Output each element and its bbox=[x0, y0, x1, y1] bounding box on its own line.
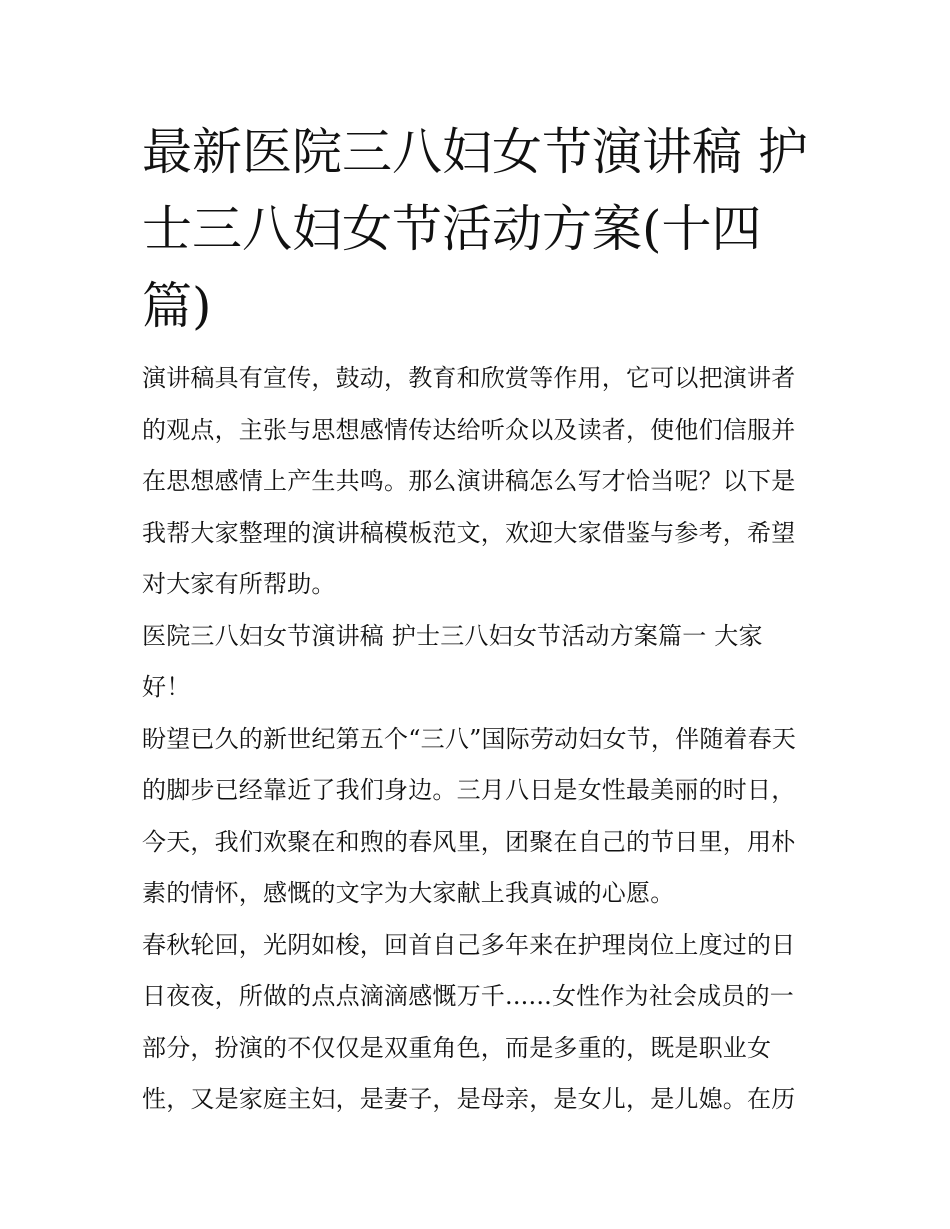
paragraph-intro: 演讲稿具有宣传，鼓动，教育和欣赏等作用，它可以把演讲者的观点，主张与思想感情传达给听众以及读者，使他们信服并在思想感情上产生共鸣。那么演讲稿怎么写才恰当呢？以下是我帮大家整理的演讲稿模板范文，欢迎大家借鉴与参考，希望对大家有所帮助。 bbox=[142, 364, 796, 598]
document-title: 最新医院三八妇女节演讲稿 护士三八妇女节活动方案(十四篇) bbox=[142, 123, 808, 335]
paragraph-section-heading: 医院三八妇女节演讲稿 护士三八妇女节活动方案篇一 大家好！ bbox=[142, 621, 763, 701]
paragraph-reflection: 春秋轮回，光阴如梭，回首自己多年来在护理岗位上度过的日日夜夜，所做的点点滴滴感慨万千......女性作为社会成员的一部分，扮演的不仅仅是双重角色，而是多重的，既是职业女性，又是家庭主妇，是妻子，是母亲，是女儿，是儿媳。在历 bbox=[142, 930, 796, 1113]
paragraph-holiday: 盼望已久的新世纪第五个“三八”国际劳动妇女节，伴随着春天的脚步已经靠近了我们身边。三月八日是女性最美丽的时日，今天，我们欢聚在和煦的春风里，团聚在自己的节日里，用朴素的情怀，感慨的文字为大家献上我真诚的心愿。 bbox=[142, 724, 797, 907]
document-body bbox=[142, 353, 814, 1126]
